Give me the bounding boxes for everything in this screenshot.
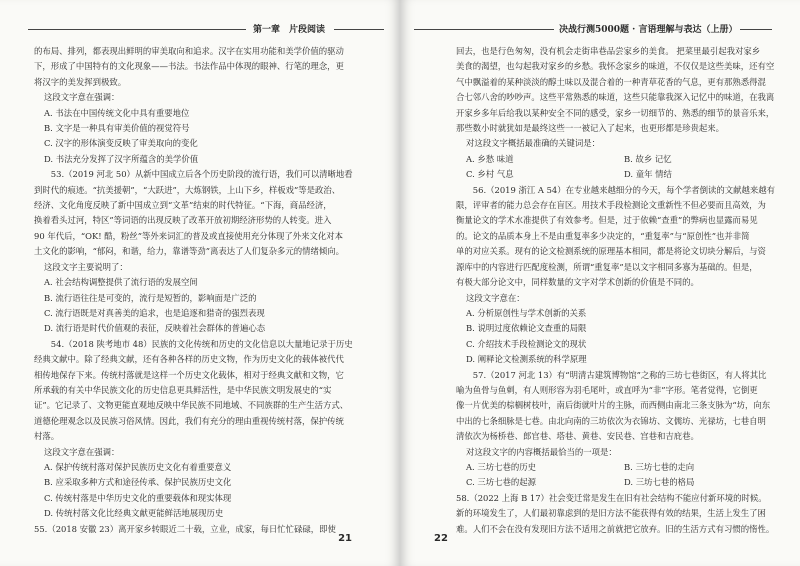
right-page-content: [456, 44, 782, 537]
option-a: A. 分析原创性与学术创新的关系: [466, 307, 587, 318]
option-d: D. 流行语是时代价值观的表征，反映着社会群体的普遍心态: [44, 323, 266, 334]
q53-line: 土文化的影响，“郁闷，和谐，给力，靠谱等劲”离表达了人们复杂多元的情绪倾向。: [34, 246, 345, 257]
passage-line: 合七邻八舍的吵吵声。这些平常熟悉的味道，这些只能靠我深入记忆中的味道，在我离: [456, 92, 775, 103]
passage-line: 下，形成了中国特有的文化现象——书法。书法作品中体现的眼神、行笔的理念，更: [34, 61, 344, 72]
options-grid: [456, 152, 782, 183]
q58-line: 难。人们不会在没有发现旧方法不适用之前就把它放弃。旧的生活方式有习惯的惰性。: [456, 523, 775, 534]
header-title: 决战行测5000题 · 言语理解与表达（上册）: [556, 22, 740, 35]
q57-line: 清依次为杨桥巷、郎官巷、塔巷、黄巷、安民巷、宫巷和吉庇巷。: [456, 431, 699, 442]
q53-line: 53.（2019 河北 50）从新中国成立后各个历史阶段的流行语，我们可以清晰地看: [50, 169, 353, 180]
right-page-header: [414, 22, 772, 36]
q56-line: 源库中的内容进行匹配度检测，所谓“重复率”是以文字相同多寡为基础的。但是，: [456, 261, 758, 272]
option-c: C. 汉字的形体演变反映了审美取向的变化: [44, 138, 198, 149]
option-d: D. 阐释论文检测系统的科学原理: [466, 354, 587, 365]
header-rule: [28, 29, 246, 30]
q54-line: 所承载的有关中华民族文化的历史信息更具鲜活性，是中华民族文明发展史的“实: [34, 384, 332, 395]
header-chapter: 第一章: [250, 22, 283, 35]
right-page: [400, 0, 800, 566]
q53-line: 经济、文化角度反映了新中国成立到“文革”结束的时代特征。“下海，商品经济，: [34, 200, 332, 211]
option-d: D. 三坊七巷的格局: [624, 477, 695, 488]
header-section: 片段阅读: [286, 22, 328, 35]
q56-line: 单的对应关系。现有的论文检测系统的原理基本相同，都是将论文切块分解后，与资: [456, 246, 766, 257]
option-b: B. 说明过度依赖论文查重的局限: [466, 323, 587, 334]
q57-line: 喻为鱼骨与鱼刺，有人则形容为羽毛尾叶，或直呼为“非”字形。笔者觉得，它倒更: [456, 384, 758, 395]
options-grid: [456, 460, 782, 491]
q56-line: 衡量论文的学术水准提供了有效参考。但是，过于依赖“查重”的弊病也显露而易见: [456, 215, 758, 226]
option-a: A. 社会结构调整提供了流行语的发展空间: [44, 277, 198, 288]
q58-line: 新的环境发生了，人们最初靠虑到的是旧方法不能获得有效的结果，生活上发生了困: [456, 508, 766, 519]
question-prompt: 这段文字意在强调：: [44, 92, 120, 103]
left-page-content: [34, 44, 374, 537]
option-c: C. 传统村落是中华历史文化的重要载体和现实体现: [44, 492, 232, 503]
passage-line: 美食的渴望，也勾起我对家乡的乡愁。我怀念家乡的味道，不仅仅是这些美味，还有空: [456, 61, 775, 72]
passage-line: 那些数小时就犹如是最终这些一一被记入了起来，也更形都是珍贵起来。: [456, 123, 724, 134]
left-page-header: [28, 22, 384, 36]
passage-line: 的布局、排列，都表现出鲜明的审美取向和追求。汉字在实用功能和美学价值的驱动: [34, 46, 344, 56]
option-b: B. 三坊七巷的走向: [624, 461, 695, 472]
q56-line: 有极大部分论文中，同样数量的文字对学术创新的价值是不同的。: [456, 277, 699, 288]
option-c: C. 流行语既是对真善美的追求，也是追逐和猎奇的强烈表现: [44, 307, 265, 318]
header-rule: [414, 29, 554, 30]
passage-line: 开家乡多年后给我以某种安全不同的感受，家乡一切细节的、熟悉的细节的景音乐来，: [456, 107, 775, 118]
passage-line: 气中飘溢着的某种淡淡的醇土味以及混合着的一种青草花香的气息，更有那熟悉得混: [456, 76, 766, 87]
q56-line: 限，评审者的能力总会存在盲区。用技术手段检测论文重新性不但必要而且高效，为: [456, 200, 766, 211]
q54-line: 村落。: [34, 431, 60, 442]
question-prompt: 这段文字意在强调：: [44, 446, 120, 457]
option-a: A. 三坊七巷的历史: [466, 461, 536, 472]
option-a: A. 保护传统村落对保护民族历史文化有着重要意义: [44, 461, 232, 472]
passage-line: 将汉字的美发挥到极致。: [34, 76, 127, 87]
q54-line: 经典文献中。除了经典文献，还有各种各样的历史文物，作为历史文化的载体被代代: [34, 354, 344, 365]
q58-line: 58.（2022 上海 B 17）社会变迁常是发生在旧有社会结构不能应付新环境的时候。: [456, 492, 767, 503]
q53-line: 换着看头过河，特区”等词语的出现反映了改革开放初期经济形势的人转变。进入: [34, 215, 332, 226]
passage-line: 回去，也是行色匆匆，没有机会走街串巷品尝家乡的美食。 把菜里最引起我对家乡: [456, 46, 761, 56]
option-a: A. 书法在中国传统文化中具有重要地位: [44, 107, 190, 118]
q55-line: 55.（2018 安徽 23）离开家乡转眼近二十载，立业，成家，每日忙忙碌碌，即使: [34, 523, 336, 534]
option-c: C. 介绍技术手段检测论文的现状: [466, 338, 587, 349]
q54-line: 相传地保存下来。传统村落就是这样一个历史文化载体，相对于经典文献和文物，它: [34, 369, 344, 380]
q57-line: 像一片优美的棕榈树枝叶，南后街就叶片的主脉，而西侧由南北三条支脉为“坊，向东: [456, 400, 771, 411]
question-prompt: 这段文字意在：: [466, 292, 525, 303]
option-d: D. 书法充分发挥了汉字所蕴含的美学价值: [44, 153, 199, 164]
q53-line: 到时代的痕迹。“抗美援朝”，“大跃进”，大炼钢铁，上山下乡，样板戏”等是政治、: [34, 184, 341, 195]
option-b: B. 应采取多种方式和途径传承、保护民族历史文化: [44, 477, 232, 488]
page-number: 22: [434, 533, 448, 544]
option-b: B. 故乡 记忆: [624, 153, 672, 164]
option-c: C. 乡村 气息: [466, 169, 514, 180]
q54-line: 道德伦理观念以及民族习俗风情。因此，我们有充分的理由重视传统村落，保护传统: [34, 415, 344, 426]
option-d: D. 童年 情结: [624, 169, 672, 180]
question-prompt: 这段文字主要说明了：: [44, 261, 128, 272]
question-prompt: 对这段文字概括最准确的关键词是：: [466, 138, 600, 149]
q57-line: 中出的七条细脉是七巷。由北向南的三坊依次为衣锦坊、文儒坊、光禄坊，七巷自明: [456, 415, 766, 426]
page-number: 21: [338, 533, 352, 544]
option-d: D. 传统村落文化比经典文献更能鲜活地展现历史: [44, 508, 224, 519]
q57-line: 57.（2017 河北 13）有“明清古建筑博物馆”之称的三坊七巷街区，有人将其比: [472, 369, 767, 380]
q54-line: 54.（2018 陕考地市 48）民族的文化传统和历史的文化信息以大量地记录于历史: [50, 338, 353, 349]
question-prompt: 对这段文字的内容概括最恰当的一项是：: [466, 446, 617, 457]
q56-line: 的。论文的品质本身上不是由重复率多少决定的，“重复率”与“原创性”也并非简: [456, 230, 750, 241]
option-b: B. 文字是一种具有审美价值的视觉符号: [44, 123, 190, 134]
q56-line: 56.（2019 浙江 A 54）在专业越来越细分的今天，每个学者倒读的文献越来越有: [472, 184, 775, 195]
header-rule: [334, 29, 384, 30]
option-c: C. 三坊七巷的起源: [466, 477, 537, 488]
q54-line: 证”。它记录了、文物更能直观地反映中华民族不同地域、不同族群的生产生活方式、: [34, 400, 349, 411]
option-a: A. 乡愁 味道: [466, 153, 514, 164]
q53-line: 90 年代后，“OK! 酷，粉丝”等外来词汇的普及或直接使用充分体现了外来文化对本: [34, 230, 344, 241]
option-b: B. 流行语往往是可变的，流行是短暂的，影响面是广泛的: [44, 292, 257, 303]
